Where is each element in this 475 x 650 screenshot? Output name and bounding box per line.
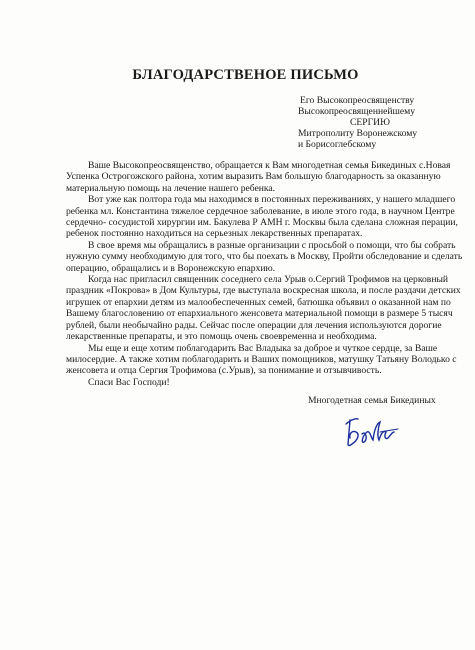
signature-stroke <box>380 429 398 432</box>
addressee-line: СЕРГИЮ <box>350 117 390 128</box>
body-line: нужную сумму необходимую для того, что бы поехать в Москву, Пройти обследование и сделать <box>66 251 463 263</box>
addressee-line: Высокопреосвященнейшему <box>298 106 415 117</box>
handwritten-signature <box>340 410 415 455</box>
addressee-line: и Борисоглебскому <box>298 139 377 150</box>
body-line: операцию, обращались и в Воронежскую епархию. <box>66 262 276 274</box>
body-line: рублей, были необычайно рады. Сейчас после операции для лечения используются дорогие <box>66 319 442 331</box>
body-line: лекарственные препараты, и это помощь очень своевременна и необходима. <box>66 331 377 343</box>
body-line: В свое время мы обращались в разные организации с просьбой о помощи, что бы собрать <box>88 239 456 251</box>
letter-title: БЛАГОДАРСТВЕНОЕ ПИСЬМО <box>132 67 359 83</box>
body-line: женсовета и отца Сергия Трофимова (с.Урыв), за понимание и отзывчивость. <box>66 365 382 377</box>
signature-stroke <box>362 422 394 442</box>
body-line: Вот уже как полтора года мы находимся в постоянных переживаниях, у нашего младшего <box>88 194 456 206</box>
addressee-line: Митрополиту Воронежскому <box>298 128 418 139</box>
body-line: Когда нас пригласил священник соседнего села Урыв о.Сергий Трофимов на церковный <box>88 274 449 286</box>
closing-line: Многодетная семья Бикединых <box>308 395 436 406</box>
body-line: Ваше Высокопреосвященство, обращается к Вам многодетная семья Бикединых с.Новая <box>88 160 451 171</box>
body-line: материальную помощь на лечение нашего ребенка. <box>66 182 276 194</box>
letter-body <box>66 160 463 388</box>
body-line: сердечно- сосудистой хирургии им. Бакулева Р АМН г. Москвы была сделана сложная перации, <box>66 217 458 229</box>
body-line: Вашему благословению от епархиального женсовета материальной помощи в размере 5 тысяч <box>66 308 453 320</box>
signature-stroke <box>346 419 358 446</box>
addressee-block <box>298 95 473 150</box>
body-line: игрушек от епархии детям из малообеспеченных семей, батюшка объявил о оказанной нам по <box>66 296 451 308</box>
body-line: Успенка Острогожского района, хотим выразить Вам большую благодарность за оказанную <box>66 171 441 183</box>
body-line: Спаси Вас Господи! <box>88 376 170 388</box>
body-line: Мы еще и еще хотим поблагодарить Вас Владыка за доброе и чуткое сердце, за Ваше <box>88 342 438 354</box>
body-line: милосердие. А также хотим поблагодарить и Ваших помощников, матушку Татьяну Володько с <box>66 353 457 365</box>
body-line: ребенок постоянно находиться на серьезных лекарственных препаратах. <box>66 228 363 240</box>
body-line: ребенка мл. Константина тяжелое сердечное заболевание, в июле этого года, в научном Центре <box>66 205 455 217</box>
body-line: праздник «Покрова» в Дом Культуры, где выступала воскресная школа, и после раздачи детских <box>66 285 461 297</box>
addressee-line: Его Высокопреосвященству <box>300 95 415 106</box>
